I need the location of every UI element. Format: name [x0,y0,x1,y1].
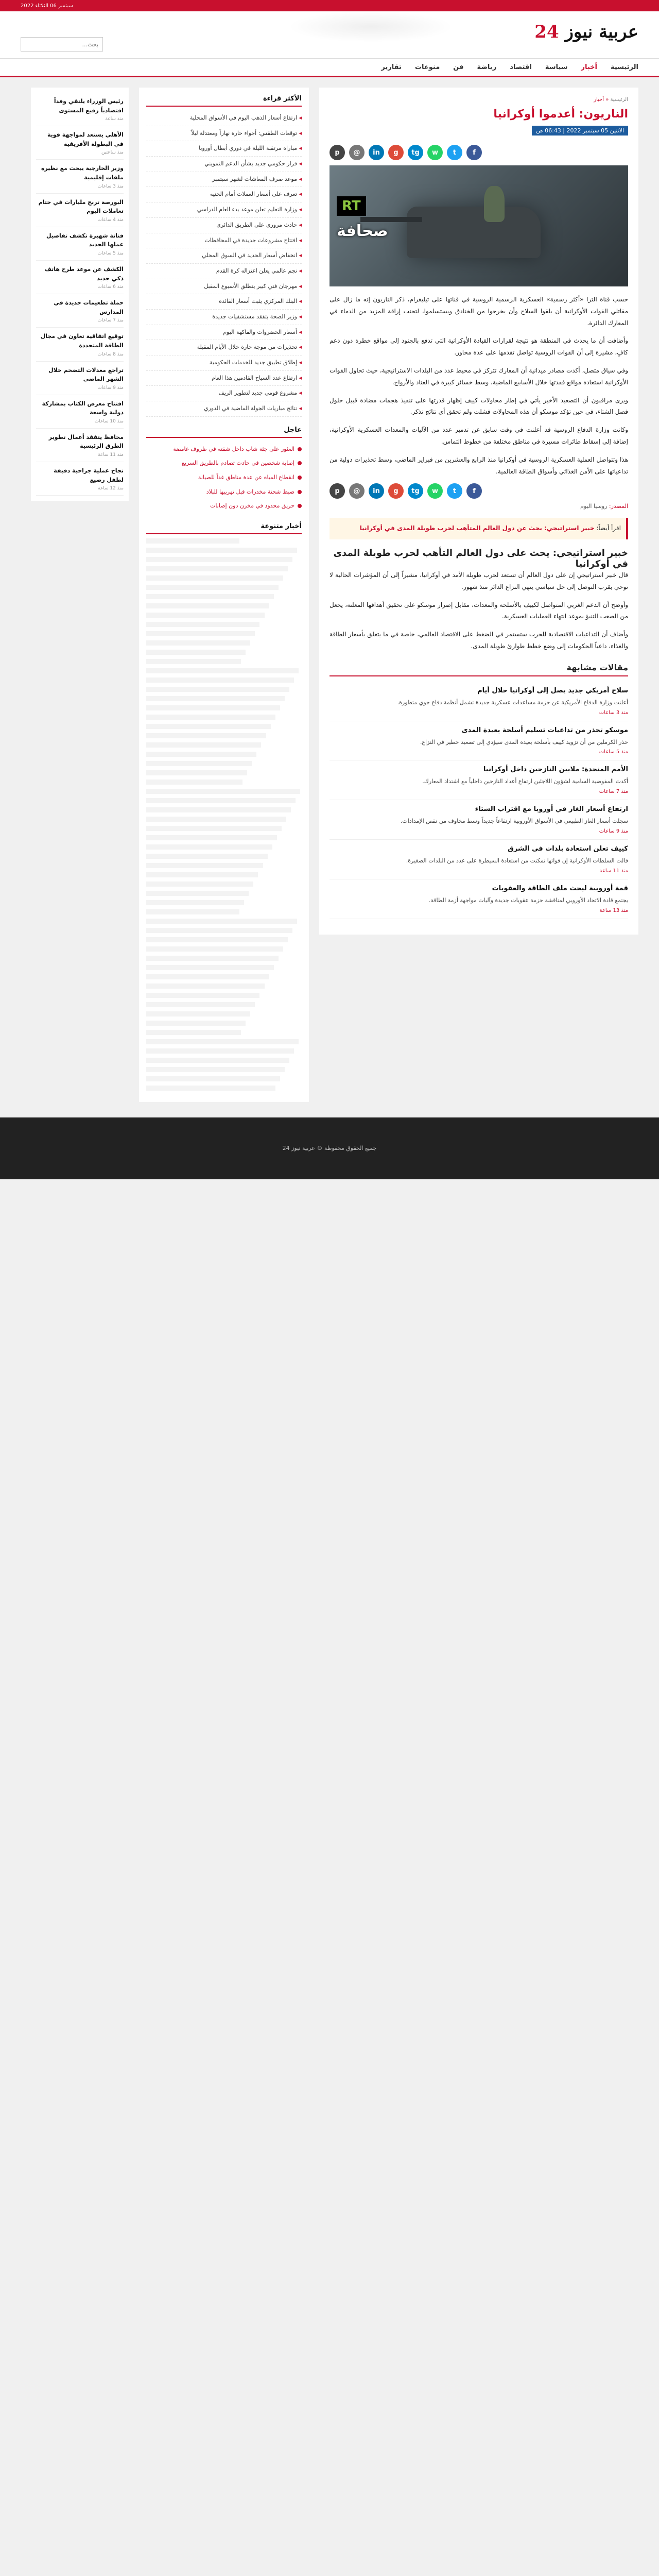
related-item-summary: أعلنت وزارة الدفاع الأمريكية عن حزمة مساعدات عسكرية جديدة تشمل أنظمة دفاع جوي متطورة. [397,699,628,706]
placeholder-line [146,872,258,877]
left-item-date: منذ 12 ساعة [98,486,124,492]
placeholder-line [146,1011,250,1016]
main-nav [0,59,659,77]
left-item-title[interactable]: توقيع اتفاقية تعاون في مجال الطاقة المتجددة [40,333,124,349]
article-title: الناريون: أعدموا أوكرانيا [493,108,628,121]
email-share-icon[interactable]: @ [349,483,365,499]
bullet-dot-icon [298,461,302,465]
hot-item-text: حريق محدود في مخزن دون إصابات [210,502,294,510]
breadcrumb-section[interactable]: أخبار [594,97,604,103]
related-item-title[interactable]: الأمم المتحدة: ملايين النازحين داخل أوكرانيا [483,766,628,774]
latest-list-item[interactable]: ◂ وزير الصحة يتفقد مستشفيات جديدة [146,310,302,325]
placeholder-line [146,956,279,961]
nav-item-5[interactable]: فن [453,63,464,71]
nav-item-6[interactable]: منوعات [414,63,440,71]
latest-list-item[interactable]: ◂ افتتاح مشروعات جديدة في المحافظات [146,233,302,249]
placeholder-line [146,1002,255,1007]
placeholder-line [146,1039,299,1044]
related-item-title[interactable]: سلاح أمريكي جديد يصل إلى أوكرانيا خلال أيام [477,686,628,694]
left-item-date: منذ 5 ساعات [97,250,124,256]
latest-list-item[interactable]: ◂ نتائج مباريات الجولة الماضية في الدوري [146,401,302,417]
placeholder-line [146,779,242,785]
left-sidebar-item[interactable] [36,429,124,462]
placeholder-line [146,946,283,952]
latest-list-item[interactable]: ◂ أسعار الخضروات والفاكهة اليوم [146,325,302,341]
hot-list-item[interactable] [146,499,302,513]
related-item-time: منذ 9 ساعات [599,828,628,834]
related-item-summary: قالت السلطات الأوكرانية إن قواتها تمكنت من استعادة السيطرة على عدد من البلدات الصغيرة. [406,857,628,864]
bullet-dot-icon [298,447,302,451]
placeholder-line [146,613,265,618]
logo-number: 24 [534,22,559,42]
article-paragraph: وأضافت أن ما يحدث في المنطقة هو نتيجة لقرارات القيادة الأوكرانية التي تدفع بالجنود إلى مواقع خطرة دون دعم كافٍ، مشيرة إلى أن القوات الروسية تواصل تقدمها على عدة محاور. [330,337,628,357]
latest-list-item[interactable]: ◂ قرار حكومي جديد بشأن الدعم التمويني [146,157,302,172]
bullet-dot-icon [298,504,302,508]
placeholder-line [146,622,259,627]
hot-list-item[interactable] [146,456,302,470]
latest-list-item[interactable]: ◂ إطلاق تطبيق جديد للخدمات الحكومية [146,355,302,371]
placeholder-line [146,724,271,729]
related-item-time: منذ 13 ساعة [599,907,628,913]
left-sidebar [31,88,129,501]
telegram-share-icon[interactable]: tg [408,145,423,160]
left-item-title[interactable]: فنانة شهيرة تكشف تفاصيل عملها الجديد [46,232,124,248]
hot-block-title: عاجل [146,426,302,438]
left-item-date: منذ 11 ساعة [98,452,124,458]
top-bar [0,0,659,11]
left-item-title[interactable]: الكشف عن موعد طرح هاتف ذكي جديد [44,265,124,282]
article-paragraph: هذا وتتواصل العملية العسكرية الروسية في أوكرانيا منذ الرابع والعشرين من فبراير الماضي، وسط تحذيرات دولية من تداعياتها على الأمن الغذائي وأسواق الطاقة العالمية. [330,455,628,475]
related-item-time: منذ 7 ساعات [599,789,628,795]
left-item-title[interactable]: افتتاح معرض الكتاب بمشاركة دولية واسعة [42,400,124,416]
latest-list-item[interactable]: ◂ ارتفاع عدد السياح القادمين هذا العام [146,371,302,386]
second-article-paragraph: وأضاف أن التداعيات الاقتصادية للحرب ستستمر في الضغط على الاقتصاد العالمي، خاصة في ما يتعلق بأسعار الطاقة والغذاء، داعياً الحكومات إلى وضع خطط طوارئ طويلة المدى. [330,631,628,650]
latest-list-item[interactable]: ◂ موعد صرف المعاشات لشهر سبتمبر [146,172,302,188]
latest-list-item[interactable]: ◂ مباراة مرتقبة الليلة في دوري أبطال أوروبا [146,141,302,157]
latest-block-title: الأكثر قراءة [146,95,302,107]
bullet-dot-icon [298,476,302,480]
placeholder-line [146,548,297,553]
placeholder-line [146,854,268,859]
article-main [319,88,638,935]
source-label: المصدر: [609,503,628,510]
related-item-time: منذ 3 ساعات [599,709,628,716]
placeholder-line [146,538,239,544]
related-heading: مقالات مشابهة [330,663,628,676]
left-sidebar-item[interactable] [36,462,124,496]
bullet-dot-icon [298,490,302,494]
hot-list-item[interactable] [146,485,302,499]
placeholder-line [146,705,280,710]
placeholder-line [146,974,269,979]
related-item[interactable] [330,682,628,721]
second-article-title: خبير استراتيجي: يحث على دول العالم التأهب لحرب طويلة المدى في أوكرانيا [333,547,628,569]
site-header [0,11,659,59]
site-logo[interactable] [534,22,638,42]
latest-list-item[interactable]: ◂ مشروع قومي جديد لتطوير الريف [146,386,302,401]
breadcrumb [330,97,628,103]
page-container [21,88,638,1102]
related-item-summary: أكدت المفوضية السامية لشؤون اللاجئين ارتفاع أعداد النازحين داخلياً مع اشتداد المعارك. [422,778,628,785]
placeholder-line [146,900,244,905]
placeholder-line [146,937,288,942]
left-item-title[interactable]: نجاح عملية جراحية دقيقة لطفل رضيع [54,467,124,483]
article-body [330,294,628,477]
placeholder-line [146,585,279,590]
article-paragraph: حسب قناة الترا «أكثر رسمية» العسكرية الرسمية الروسية في قناتها على تيليغرام، ذكر الناريون إنه ما زال على مقاتلي القوات الأوكرانية أن يلقوا السلاح وأن يخرجوا من الخنادق ويستسلموا، لتجنب إراقة المزيد من الدماء في المعارك الدائرة. [330,296,628,327]
second-article-paragraph: قال خبير استراتيجي إن على دول العالم أن تستعد لحرب طويلة الأمد في أوكرانيا، مشيراً إلى أن المؤشرات الحالية لا توحي بقرب التوصل إلى حل سياسي ينهي النزاع الدائر منذ شهور. [330,571,628,590]
placeholder-line [146,603,269,608]
placeholder-line [146,770,247,775]
twitter-share-icon[interactable]: t [447,145,462,160]
hot-list-item[interactable] [146,470,302,485]
placeholder-line [146,863,263,868]
site-footer [0,1117,659,1179]
article-paragraph: وفي سياق متصل، أكدت مصادر ميدانية أن المعارك تتركز في محيط عدد من البلدات الاستراتيجية، حيث تحاول القوات الأوكرانية استعادة مواقع فقدتها خلال الأسابيع الماضية، وسط خسائر كبيرة في العتاد والأرواح. [330,366,628,386]
placeholder-line [146,891,249,896]
pinterest-share-icon[interactable]: p [330,483,345,499]
linkedin-share-icon[interactable]: in [369,483,384,499]
article-date: الاثنين 05 سبتمبر 2022 | 06:43 ص [532,126,628,135]
left-item-date: منذ 4 ساعات [97,217,124,223]
placeholder-line [146,1058,289,1063]
related-item-title[interactable]: قمة أوروبية لبحث ملف الطاقة والعقوبات [492,884,628,892]
left-sidebar-item[interactable] [36,194,124,227]
facebook-share-icon[interactable]: f [466,483,482,499]
article-paragraph: ويرى مراقبون أن التصعيد الأخير يأتي في إطار محاولات كييف إظهار قدرتها على تنفيذ هجمات مضادة قبيل حلول فصل الشتاء، في حين تؤكد موسكو أن هذه المحاولات فشلت ولم تحقق أي نتائج تذكر. [330,396,628,416]
left-sidebar-item[interactable] [36,93,124,126]
whatsapp-share-icon[interactable]: w [427,483,443,499]
world-map-decoration [288,11,453,42]
linkedin-share-icon[interactable]: in [369,145,384,160]
hot-item-text: العثور على جثة شاب داخل شقته في ظروف غامضة [173,445,294,452]
nav-item-2[interactable]: سياسة [545,63,568,71]
placeholder-line [146,993,259,998]
left-item-title[interactable]: البورصة تربح مليارات في ختام تعاملات اليوم [38,198,124,215]
left-item-title[interactable]: تراجع معدلات التضخم خلال الشهر الماضي [48,366,124,383]
share-bar-top [330,145,628,160]
second-article-paragraph: وأوضح أن الدعم الغربي المتواصل لكييف بالأسلحة والمعدات، مقابل إصرار موسكو على تحقيق أهدافها المعلنة، يجعل من الصعب التنبؤ بموعد انتهاء العمليات العسكرية. [330,601,628,620]
placeholder-line [146,566,288,571]
placeholder-line [146,650,246,655]
more-block-title: أخبار متنوعة [146,522,302,534]
related-item-summary: يجتمع قادة الاتحاد الأوروبي لمناقشة حزمة عقوبات جديدة وآليات مواجهة أزمة الطاقة. [428,896,628,904]
left-item-date: منذ 8 ساعات [97,351,124,357]
left-sidebar-item[interactable] [36,328,124,361]
placeholder-line [146,733,266,738]
search-input[interactable] [24,41,98,48]
tank-shape [407,207,541,258]
related-item[interactable] [330,840,628,879]
read-also-link[interactable]: خبير استراتيجي: بحث عن دول العالم المتأهب لحرب طويلة المدى في أوكرانيا [359,524,595,532]
left-sidebar-item[interactable] [36,294,124,328]
footer-text: جميع الحقوق محفوظة © عربية نيوز 24 [282,1145,377,1152]
placeholder-line [146,687,289,692]
left-item-title[interactable]: رئيس الوزراء يلتقي وفداً اقتصادياً رفيع المستوى [54,98,124,114]
latest-list-item[interactable]: ◂ توقعات الطقس: أجواء حارة نهاراً ومعتدلة ليلاً [146,126,302,142]
left-item-date: منذ 3 ساعات [97,183,124,189]
left-sidebar-item[interactable] [36,261,124,294]
related-item[interactable] [330,800,628,840]
nav-item-0[interactable]: الرئيسية [610,63,638,71]
left-item-title[interactable]: حملة تطعيمات جديدة في المدارس [54,299,124,315]
placeholder-line [146,909,239,914]
related-item-title[interactable]: كييف تعلن استعادة بلدات في الشرق [508,844,628,853]
breadcrumb-separator: « [604,97,611,103]
left-sidebar-item[interactable] [36,227,124,261]
related-item[interactable] [330,721,628,761]
left-sidebar-item[interactable] [36,160,124,193]
left-item-title[interactable]: محافظ يتفقد أعمال تطوير الطرق الرئيسية [48,433,124,450]
hot-list-item[interactable] [146,442,302,456]
placeholder-line [146,742,261,748]
left-item-date: منذ ساعتين [101,150,124,156]
placeholder-line [146,1030,241,1035]
related-item-summary: حذر الكرملين من أن تزويد كييف بأسلحة بعيدة المدى سيؤدي إلى تصعيد خطير في النزاع. [420,738,628,745]
nav-item-3[interactable]: اقتصاد [510,63,532,71]
latest-list-item[interactable]: ◂ تحذيرات من موجة حارة خلال الأيام المقبلة [146,340,302,355]
source-link[interactable]: روسيا اليوم [580,503,608,510]
placeholder-line [146,844,272,850]
placeholder-line [146,715,275,720]
placeholder-line [146,631,255,636]
related-item-time: منذ 11 ساعة [599,868,628,874]
article-source [330,503,628,510]
left-item-date: منذ 10 ساعات [94,418,124,424]
soldier-shape [484,186,505,222]
article-hero-image [330,165,628,286]
email-share-icon[interactable]: @ [349,145,365,160]
second-article-body [330,569,628,652]
placeholder-line [146,965,274,970]
placeholder-line [146,817,286,822]
related-item[interactable] [330,879,628,919]
related-item-summary: سجلت أسعار الغاز الطبيعي في الأسواق الأوروبية ارتفاعاً جديداً وسط مخاوف من نقص الإمدادات. [400,818,628,825]
more-news-placeholder [146,538,302,1091]
placeholder-line [146,826,282,831]
article-paragraph: وكانت وزارة الدفاع الروسية قد أعلنت في وقت سابق عن تدمير عدد من الآليات والمعدات العسكرية الأوكرانية، إضافة إلى إسقاط طائرات مسيرة في مناطق مختلفة من خطوط التماس. [330,426,628,445]
latest-list [146,111,302,417]
placeholder-line [146,919,297,924]
placeholder-line [146,1021,246,1026]
placeholder-line [146,882,253,887]
hot-item-text: انقطاع المياه عن عدة مناطق غداً للصيانة [198,473,294,481]
hot-list [146,442,302,513]
placeholder-line [146,798,296,803]
placeholder-line [146,1086,275,1091]
placeholder-line [146,835,277,840]
latest-list-item[interactable]: ◂ انخفاض أسعار الحديد في السوق المحلي [146,248,302,264]
hot-item-text: إصابة شخصين في حادث تصادم بالطريق السريع [181,460,294,467]
left-sidebar-item[interactable] [36,126,124,160]
placeholder-line [146,807,291,812]
placeholder-line [146,789,300,794]
placeholder-line [146,761,252,766]
placeholder-line [146,640,250,646]
related-item-time: منذ 5 ساعات [599,749,628,755]
latest-list-item[interactable]: ◂ حادث مروري على الطريق الدائري [146,218,302,233]
latest-list-item[interactable]: ◂ ارتفاع أسعار الذهب اليوم في الأسواق المحلية [146,111,302,126]
placeholder-line [146,557,292,562]
left-item-date: منذ ساعة [105,116,124,122]
placeholder-line [146,677,294,683]
left-item-title[interactable]: الأهلي يستعد لمواجهة قوية في البطولة الأفريقية [47,131,124,147]
latest-list-item[interactable]: ◂ مهرجان فني كبير ينطلق الأسبوع المقبل [146,279,302,295]
hot-item-text: ضبط شحنة مخدرات قبل تهريبها للبلاد [206,488,294,495]
left-item-date: منذ 7 ساعات [97,318,124,324]
placeholder-line [146,575,283,581]
related-list [330,682,628,919]
placeholder-line [146,928,292,933]
placeholder-line [146,696,285,701]
placeholder-line [146,659,241,664]
placeholder-line [146,1067,285,1072]
placeholder-line [146,1076,280,1081]
google-share-icon[interactable]: g [388,483,404,499]
rt-logo: RT [337,196,366,216]
left-sidebar-item[interactable] [36,362,124,395]
latest-list-item[interactable]: ◂ تعرف على أسعار العملات أمام الجنيه [146,187,302,202]
telegram-share-icon[interactable]: tg [408,483,423,499]
placeholder-line [146,668,299,673]
middle-sidebar [139,88,309,1102]
logo-text: عربية نيوز [565,22,638,42]
read-also-label: اقرأ أيضاً: [596,524,621,532]
left-item-date: منذ 9 ساعات [97,385,124,391]
google-share-icon[interactable]: g [388,145,404,160]
image-caption-overlay: صحافة [337,222,388,240]
read-also-box [330,518,628,539]
share-bar-bottom [330,483,628,499]
placeholder-line [146,594,274,599]
left-item-date: منذ 6 ساعات [97,284,124,290]
placeholder-line [146,1048,294,1054]
facebook-share-icon[interactable]: f [466,145,482,160]
latest-list-item[interactable]: ◂ نجم عالمي يعلن اعتزاله كرة القدم [146,264,302,279]
left-sidebar-item[interactable] [36,395,124,429]
nav-item-1[interactable]: أخبار [581,63,597,71]
twitter-share-icon[interactable]: t [447,483,462,499]
search-box [21,37,103,52]
related-item[interactable] [330,760,628,800]
nav-item-7[interactable]: تقارير [381,63,402,71]
top-date: 2022 سبتمبر 06 الثلاثاء [21,3,73,9]
whatsapp-share-icon[interactable]: w [427,145,443,160]
pinterest-share-icon[interactable]: p [330,145,345,160]
related-item-title[interactable]: موسكو تحذر من تداعيات تسليم أسلحة بعيدة المدى [461,726,628,734]
latest-list-item[interactable]: ◂ وزارة التعليم تعلن موعد بدء العام الدراسي [146,202,302,218]
breadcrumb-home[interactable]: الرئيسية [610,97,628,103]
left-item-title[interactable]: وزير الخارجية يبحث مع نظيره ملفات إقليمية [41,165,124,181]
placeholder-line [146,984,265,989]
related-item-title[interactable]: ارتفاع أسعار الغاز في أوروبا مع اقتراب الشتاء [475,805,628,814]
placeholder-line [146,752,256,757]
nav-item-4[interactable]: رياضة [477,63,497,71]
latest-list-item[interactable]: ◂ البنك المركزي يثبت أسعار الفائدة [146,294,302,310]
